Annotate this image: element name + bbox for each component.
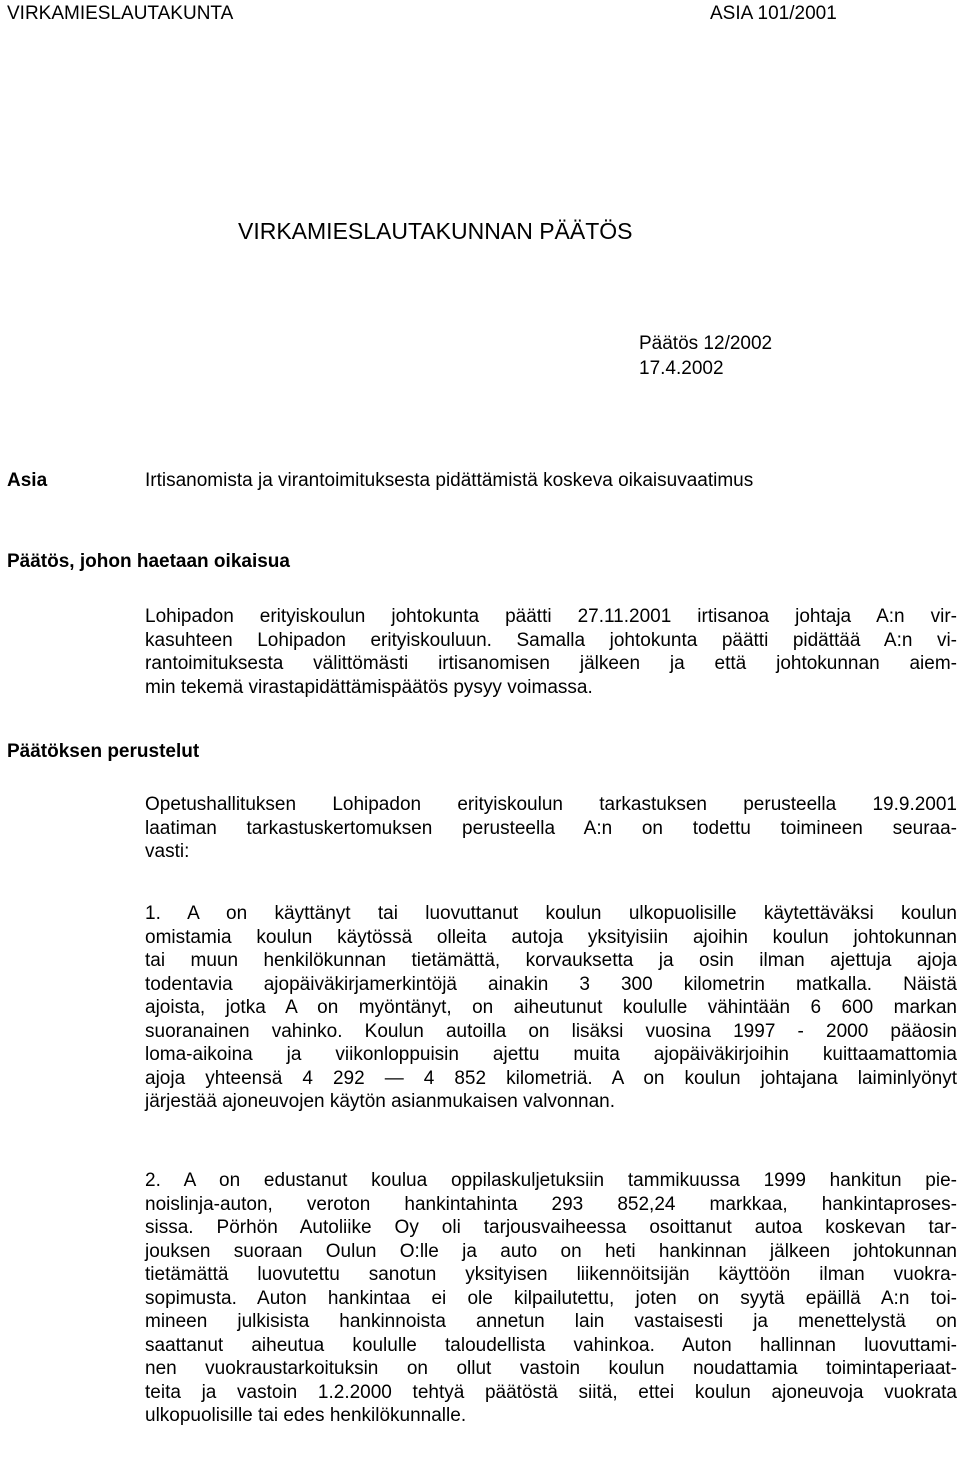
text-line: noislinja-auton, veroton hankintahinta 293 852,24 markkaa, hankintaproses- — [145, 1193, 957, 1215]
text-line: omistamia koulun käytössä olleita autoja yksityisiin ajoihin koulun johtokunnan — [145, 926, 957, 948]
text-line: sissa. Pörhön Autoliike Oy oli tarjousvaiheessa osoittanut autoa koskevan tar- — [145, 1217, 957, 1238]
document-title: VIRKAMIESLAUTAKUNNAN PÄÄTÖS — [238, 218, 633, 244]
text-line: Opetushallituksen Lohipadon erityiskoulun tarkastuksen perusteella 19.9.2001 — [145, 794, 957, 815]
grounds-item-1 — [145, 902, 957, 1114]
text-line: ajoista, jotka A on myöntänyt, on aiheutunut koululle vähintään 6 600 markan — [145, 997, 957, 1018]
text-line: jouksen suoraan Oulun O:lle ja auto on heti hankinnan jälkeen johtokunnan — [145, 1240, 957, 1262]
grounds-item-2 — [145, 1169, 957, 1428]
text-line: loma-aikoina ja viikonloppuisin ajettu muita ajopäiväkirjoihin kuittaamattomia — [145, 1044, 957, 1065]
text-line: suoranainen vahinko. Koulun autoilla on lisäksi vuosina 1997 - 2000 pääosin — [145, 1020, 957, 1042]
decision-date: 17.4.2002 — [639, 358, 724, 379]
text-line: min tekemä virastapidättämispäätös pysyy voimassa. — [145, 676, 593, 698]
text-line: sopimusta. Auton hankintaa ei ole kilpailutettu, joten on syytä epäillä A:n toi- — [145, 1287, 957, 1309]
case-reference: ASIA 101/2001 — [710, 3, 837, 24]
section-label-appealed-decision: Päätös, johon haetaan oikaisua — [7, 551, 290, 572]
text-line: teita ja vastoin 1.2.2000 tehtyä päätöstä siitä, ettei koulun ajoneuvoja vuokrata — [145, 1381, 957, 1403]
text-line: 1. A on käyttänyt tai luovuttanut koulun ulkopuolisille käytettäväksi koulun — [145, 903, 957, 924]
subject-text: Irtisanomista ja virantoimituksesta pidättämistä koskeva oikaisuvaatimus — [145, 470, 754, 491]
grounds-intro-paragraph — [145, 793, 957, 864]
section-label-grounds: Päätöksen perustelut — [7, 741, 200, 762]
text-line: 2. A on edustanut koulua oppilaskuljetuksiin tammikuussa 1999 hankitun pie- — [145, 1170, 957, 1191]
text-line: rantoimituksesta välittömästi irtisanomisen jälkeen ja että johtokunnan aiem- — [145, 653, 957, 674]
text-line: mineen julkisista hankinnoista annetun lain vastaisesti ja menettelystä on — [145, 1311, 957, 1332]
text-line: ajoja yhteensä 4 292 — 4 852 kilometriä. A on koulun johtajana laiminlyönyt — [145, 1067, 957, 1089]
text-line: Lohipadon erityiskoulun johtokunta päätti 27.11.2001 irtisanoa johtaja A:n vir- — [145, 606, 957, 627]
decision-number: Päätös 12/2002 — [639, 333, 773, 354]
text-line: tai muun henkilökunnan tietämättä, korvauksetta ja osin ilman ajettuja ajoja — [145, 950, 957, 971]
text-line: laatiman tarkastuskertomuksen perusteella A:n on todettu toimineen seuraa- — [145, 817, 957, 839]
text-line: vasti: — [145, 841, 190, 862]
agency-name: VIRKAMIESLAUTAKUNTA — [7, 3, 234, 24]
text-line: todentavia ajopäiväkirjamerkintöjä ainakin 3 300 kilometrin matkalla. Näistä — [145, 973, 957, 995]
appealed-decision-paragraph — [145, 605, 957, 699]
text-line: tietämättä luovutettu sanotun yksityisen liikennöitsijän käyttöön ilman vuokra- — [145, 1264, 957, 1285]
section-label-asia: Asia — [7, 470, 48, 491]
text-line: järjestää ajoneuvojen käytön asianmukaisen valvonnan. — [145, 1091, 616, 1112]
text-line: nen vuokraustarkoituksin on ollut vastoin koulun noudattamia toimintaperiaat- — [145, 1358, 957, 1379]
text-line: saattanut aiheutua koululle taloudellista vahinkoa. Auton hallinnan luovuttami- — [145, 1334, 957, 1356]
text-line: ulkopuolisille tai edes henkilökunnalle. — [145, 1405, 467, 1426]
text-line: kasuhteen Lohipadon erityiskouluun. Samalla johtokunta päätti pidättää A:n vi- — [145, 629, 957, 651]
